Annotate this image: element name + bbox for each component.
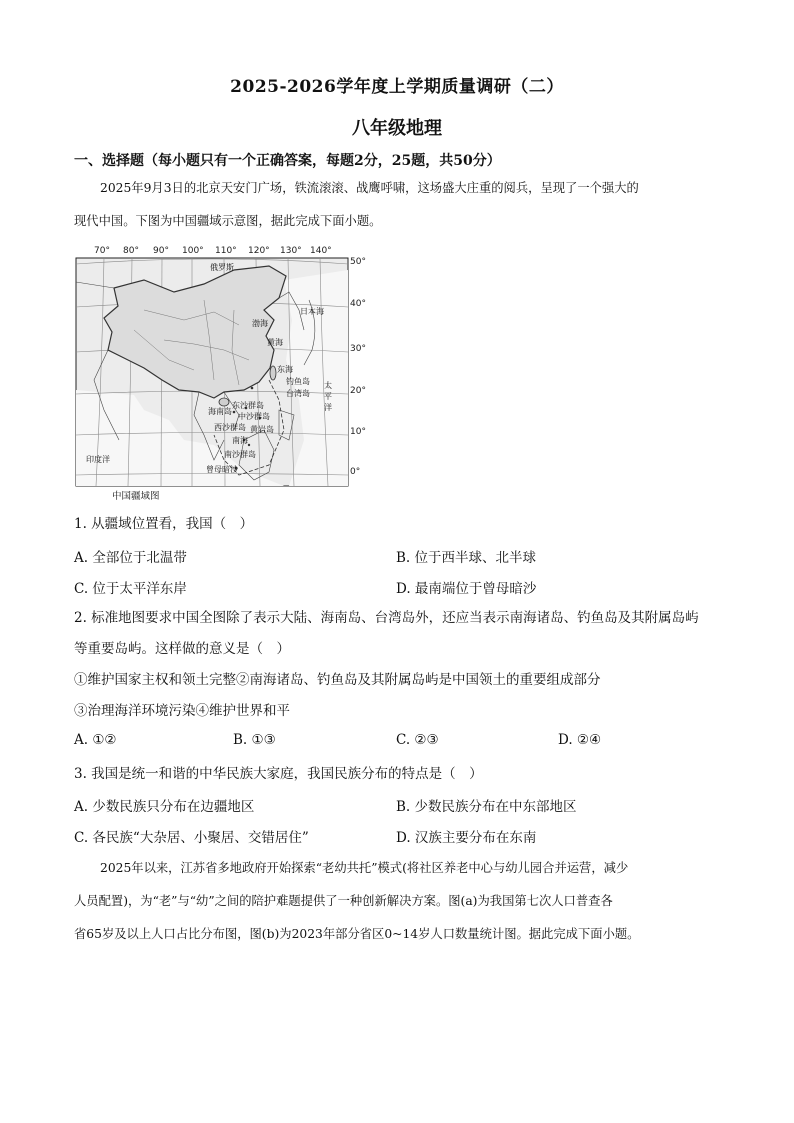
section-heading: 一、选择题（每小题只有一个正确答案，每题2分，25题，共50分） [74,153,501,169]
label-dongsha: 东沙群岛 [232,401,264,410]
lon-label: 110° [215,246,237,256]
q2-option-a[interactable]: A. ①② [74,732,117,748]
intro-paragraph-1 [74,172,722,238]
q1-option-b[interactable]: B. 位于西半球、北半球 [396,550,537,566]
label-xisha: 西沙群岛 [214,423,246,432]
label-bohai: 渤海 [252,319,268,328]
q3-option-c[interactable]: C. 各民族“大杂居、小聚居、交错居住” [74,830,309,846]
lat-label: 40° [350,299,366,309]
question-2-item1: ①维护国家主权和领土完整②南海诸岛、钓鱼岛及其附属岛屿是中国领土的重要组成部分 [74,672,601,688]
label-taiwan: 台湾岛 [286,389,310,398]
taiwan-island [270,366,276,380]
label-sea-of-japan: 日本海 [300,307,324,316]
lon-label: 90° [153,246,169,256]
lon-label: 80° [123,246,139,256]
q3-option-b[interactable]: B. 少数民族分布在中东部地区 [396,799,577,815]
lat-label: 20° [350,386,366,396]
label-indian-ocean: 印度洋 [86,455,110,464]
lon-label: 100° [182,246,204,256]
question-2-item2: ③治理海洋环境污染④维护世界和平 [74,703,290,719]
lon-label: 70° [94,246,110,256]
label-russia: 俄罗斯 [210,263,234,272]
q1-option-d[interactable]: D. 最南端位于曾母暗沙 [396,581,537,597]
q1-option-a[interactable]: A. 全部位于北温带 [74,550,187,566]
q1-option-c[interactable]: C. 位于太平洋东岸 [74,581,187,597]
lat-label: 10° [350,427,366,437]
exam-title: 2025-2026学年度上学期质量调研（二） [230,77,564,97]
intro2-line2: 人员配置)，为“老”与“幼”之间的陪护难题提供了一种创新解决方案。图(a)为我国第七次人口普查各 [74,894,613,908]
exam-subtitle: 八年级地理 [352,118,442,139]
label-huangyan: 黄岩岛 [250,425,274,434]
q3-option-d[interactable]: D. 汉族主要分布在东南 [396,830,537,846]
intro1-line1: 2025年9月3日的北京天安门广场，铁流滚滚、战鹰呼啸，这场盛大庄重的阅兵，呈现了一个强大的 [100,181,639,195]
question-3-stem: 3. 我国是统一和谐的中华民族大家庭，我国民族分布的特点是（ ） [74,766,483,782]
map-caption: 中国疆域图 [112,491,160,502]
china-territory-map [74,240,374,502]
intro2-line1: 2025年以来，江苏省多地政府开始探索“老幼共托”模式(将社区养老中心与幼儿园合并运营，减少 [100,861,629,875]
label-south-sea: 南海 [232,436,248,445]
label-diaoyu: 钓鱼岛 [286,377,310,386]
q2-option-c[interactable]: C. ②③ [396,732,439,748]
lon-label: 140° [310,246,332,256]
question-1-stem: 1. 从疆域位置看，我国（ ） [74,516,254,532]
hainan-island [219,398,229,406]
label-yellow-sea: 黄海 [267,338,283,347]
label-east-sea: 东海 [277,365,293,374]
label-zengmu: 曾母暗沙 [206,465,238,474]
question-2-stem-line2: 等重要岛屿。这样做的意义是（ ） [74,641,290,657]
label-hainan: 海南岛 [208,407,232,416]
question-2-stem-line1: 2. 标准地图要求中国全图除了表示大陆、海南岛、台湾岛外，还应当表示南海诸岛、钓鱼岛及其附属岛屿 [74,610,699,626]
label-zhongsha: 中沙群岛 [238,412,270,421]
lon-label: 130° [280,246,302,256]
lat-label: 30° [350,344,366,354]
label-pacific: 太 平 洋 [324,381,332,412]
intro2-line3: 省65岁及以上人口占比分布图，图(b)为2023年部分省区0~14岁人口数量统计图。据此完成下面小题。 [74,927,640,941]
lon-label: 120° [248,246,270,256]
label-nansha: 南沙群岛 [224,450,256,459]
intro1-line2: 现代中国。下图为中国疆域示意图，据此完成下面小题。 [74,214,382,228]
q2-option-d[interactable]: D. ②④ [558,732,602,748]
intro-paragraph-2 [74,852,722,951]
q3-option-a[interactable]: A. 少数民族只分布在边疆地区 [74,799,255,815]
q2-option-b[interactable]: B. ①③ [233,732,276,748]
lat-label: 50° [350,257,366,267]
lat-label: 0° [350,467,361,477]
